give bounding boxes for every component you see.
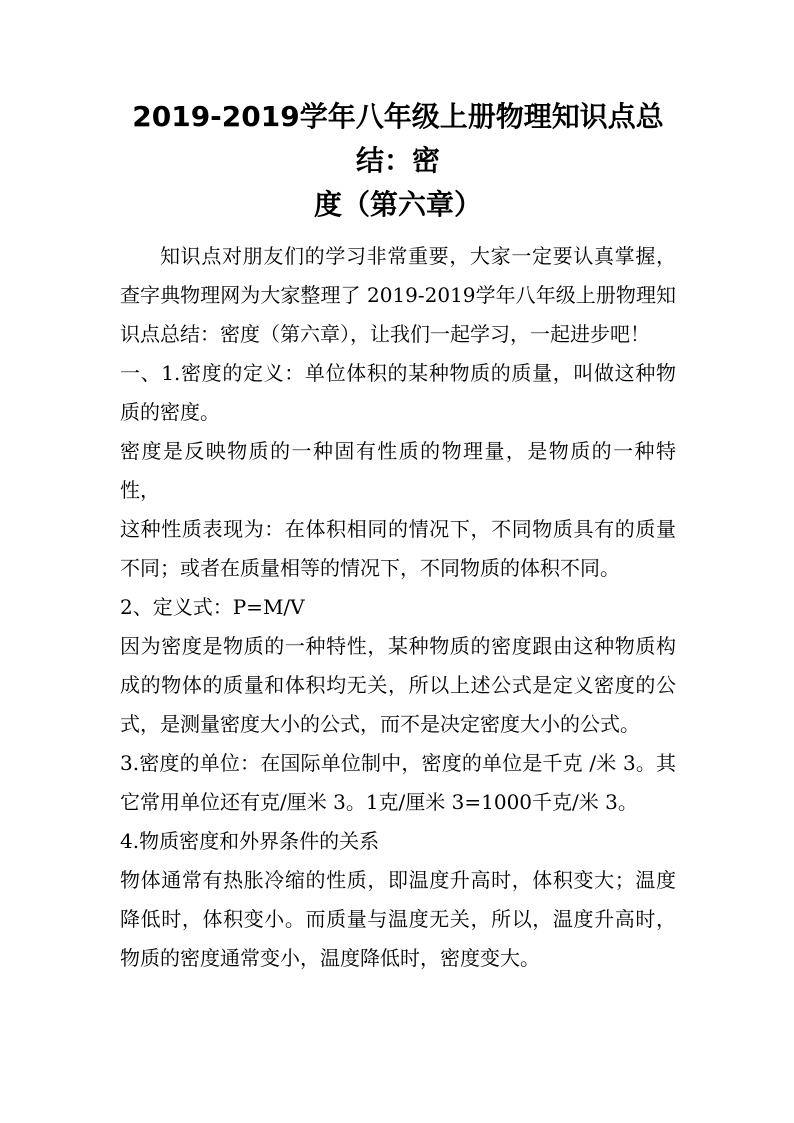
formula-explanation: 因为密度是物质的一种特性，某种物质的密度跟由这种物质构成的物体的质量和体积均无关，所以上述公式是定义密度的公式，是测量密度大小的公式，而不是决定密度大小的公式。 bbox=[120, 634, 676, 736]
thermal-expansion-paragraph: 物体通常有热胀冷缩的性质，即温度升高时，体积变大；温度降低时，体积变小。而质量与温度无关，所以，温度升高时，物质的密度通常变小，温度降低时，密度变大。 bbox=[120, 868, 676, 970]
definition-formula: 2、定义式：P=M/V bbox=[120, 595, 305, 619]
document-body bbox=[120, 237, 676, 978]
density-units: 3.密度的单位：在国际单位制中，密度的单位是千克 /米 3。其它常用单位还有克/厘米 3。1克/厘米 3=1000千克/米 3。 bbox=[120, 751, 676, 814]
density-property: 密度是反映物质的一种固有性质的物理量，是物质的一种特性， bbox=[120, 439, 676, 502]
intro-paragraph: 知识点对朋友们的学习非常重要，大家一定要认真掌握，查字典物理网为大家整理了 2019-2019学年八年级上册物理知识点总结：密度（第六章），让我们一起学习，一起进步吧！ bbox=[120, 244, 676, 346]
density-definition: 一、1.密度的定义：单位体积的某种物质的质量，叫做这种物质的密度。 bbox=[120, 361, 676, 424]
document-title bbox=[120, 95, 676, 227]
title-line-1: 2019-2019学年八年级上册物理知识点总结：密 bbox=[132, 100, 664, 177]
section-heading-conditions: 4.物质密度和外界条件的关系 bbox=[120, 829, 380, 853]
property-manifestation: 这种性质表现为：在体积相同的情况下，不同物质具有的质量不同；或者在质量相等的情况下，不同物质的体积不同。 bbox=[120, 517, 676, 580]
title-line-2: 度（第六章） bbox=[313, 188, 482, 221]
